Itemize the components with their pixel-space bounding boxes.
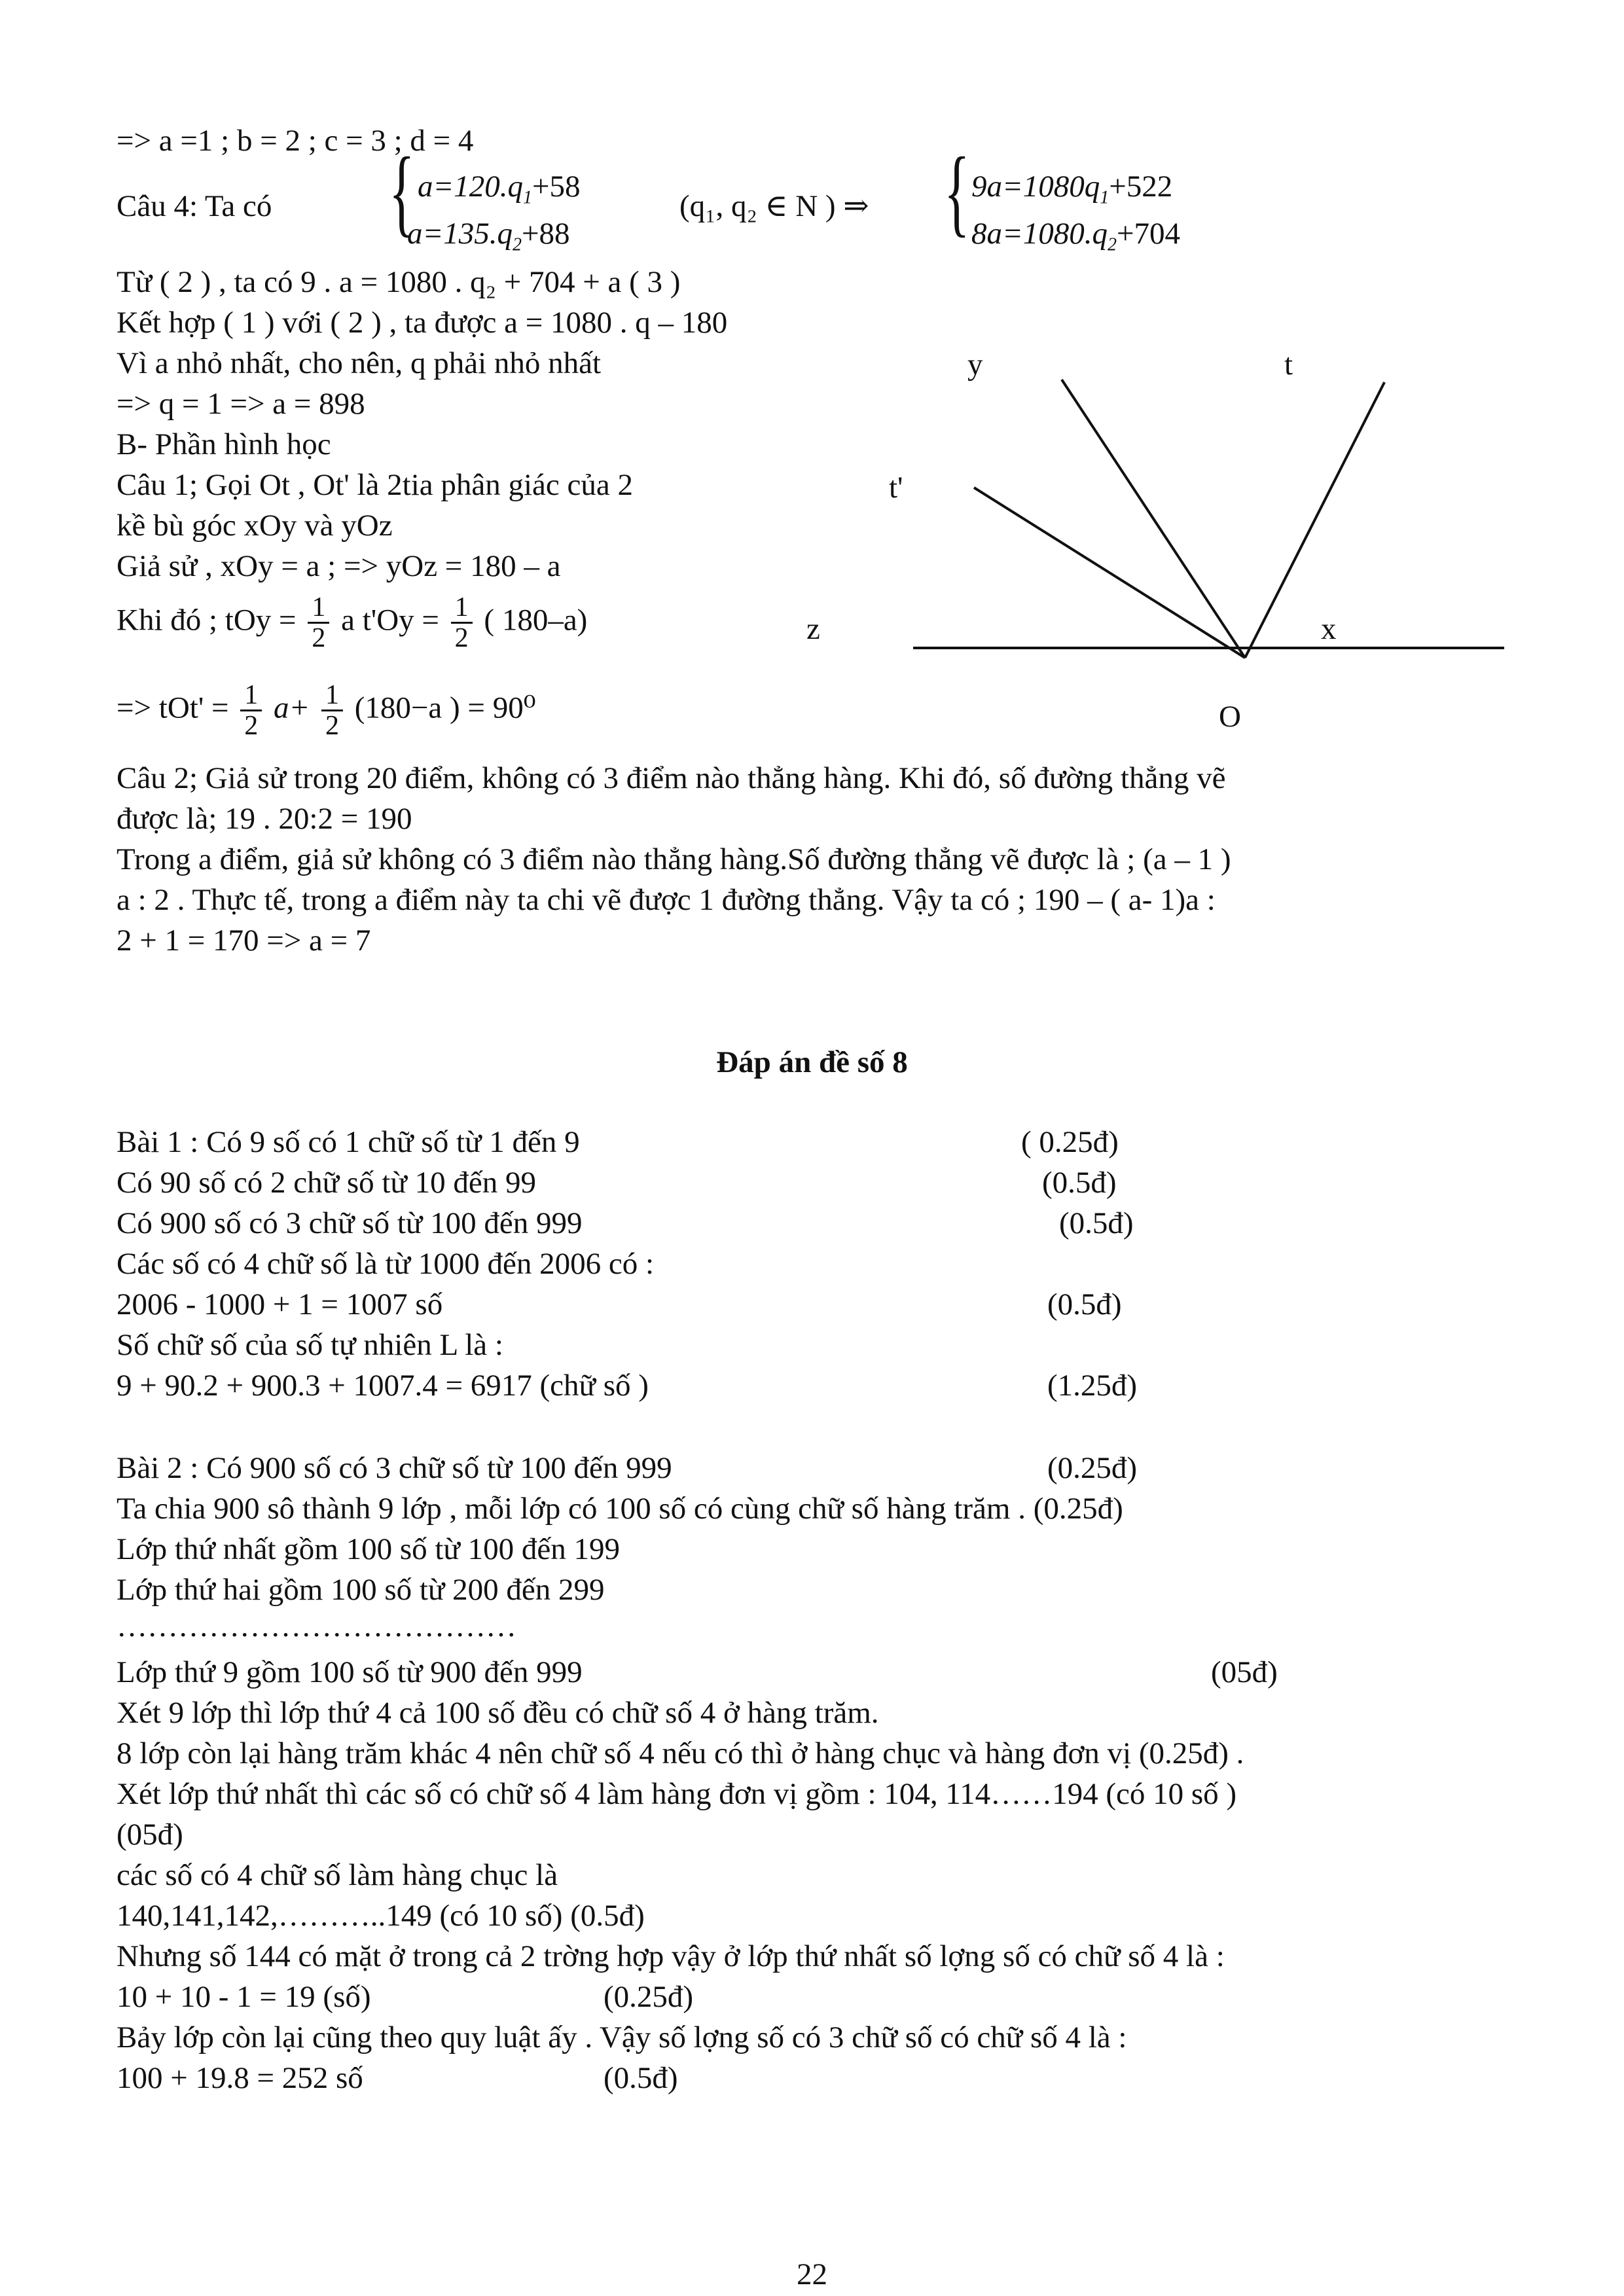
- text-line: Câu 2; Giả sử trong 20 điểm, không có 3 điểm nào thẳng hàng. Khi đó, số đường thẳng vẽ: [117, 761, 1226, 795]
- bai2-row: Nhưng số 144 có mặt ở trong cả 2 trờng hợp vậy ở lớp thứ nhất số lợng số có chữ số 4 là :: [117, 1939, 1225, 1973]
- bai2-row: các số có 4 chữ số làm hàng chục là: [117, 1858, 558, 1892]
- system2-brace: {: [944, 137, 970, 246]
- system2-eq1: $9a=1080q_1+522$: [971, 170, 1173, 208]
- label-o: O: [1219, 700, 1241, 734]
- text-line: Câu 1; Gọi Ot , Ot' là 2tia phân giác của 2: [117, 468, 633, 502]
- half-angle-line: Khi đó ; tOy = $\frac{1}{2}$ a t'Oy = $\frac{1}{2}$ ( 180–a): [117, 592, 588, 654]
- label-z: z: [806, 612, 820, 646]
- page-number: 22: [797, 2257, 827, 2291]
- bai2-row: 8 lớp còn lại hàng trăm khác 4 nên chữ số 4 nếu có thì ở hàng chục và hàng đơn vị (0.25đ) .: [117, 1736, 1244, 1770]
- bai1-row: Có 90 số có 2 chữ số từ 10 đến 99: [117, 1166, 537, 1200]
- cau4-label: Câu 4: Ta có: [117, 189, 272, 223]
- text-line: a : 2 . Thực tế, trong a điểm này ta chi vẽ được 1 đường thẳng. Vậy ta có ; 190 – ( a- 1)a :: [117, 883, 1216, 917]
- score: (05đ): [1211, 1655, 1278, 1689]
- text-line: được là; 19 . 20:2 = 190: [117, 802, 412, 836]
- bai2-row: Xét 9 lớp thì lớp thứ 4 cả 100 số đều có chữ số 4 ở hàng trăm.: [117, 1696, 879, 1730]
- text-line: kề bù góc xOy và yOz: [117, 509, 393, 543]
- text-line: Giả sử , xOy = a ; => yOz = 180 – a: [117, 549, 561, 583]
- bai2-row: Bài 2 : Có 900 số có 3 chữ số từ 100 đến 999: [117, 1451, 672, 1485]
- bai2-row: Ta chia 900 sô thành 9 lớp , mỗi lớp có 100 số có cùng chữ số hàng trăm . (0.25đ): [117, 1492, 1123, 1526]
- system1-eq2: $a=135.q_2+88$: [407, 217, 570, 255]
- score: (1.25đ): [1047, 1369, 1138, 1403]
- text-line: Kết hợp ( 1 ) với ( 2 ) , ta được a = 1080 . q – 180: [117, 306, 728, 340]
- score: (0.5đ): [604, 2061, 678, 2095]
- text-line: Vì a nhỏ nhất, cho nên, q phải nhỏ nhất: [117, 346, 602, 380]
- score: (0.5đ): [1059, 1206, 1134, 1240]
- section-title: Đáp án đề số 8: [716, 1045, 908, 1079]
- bai2-row: Lớp thứ hai gồm 100 số từ 200 đến 299: [117, 1573, 605, 1607]
- bai2-row: Xét lớp thứ nhất thì các số có chữ số 4 làm hàng đơn vị gồm : 104, 114……194 (có 10 số ): [117, 1777, 1237, 1811]
- section-heading: B- Phần hình học: [117, 427, 331, 461]
- line-abcd: => a =1 ; b = 2 ; c = 3 ; d = 4: [117, 124, 474, 158]
- system1-brace: {: [389, 137, 415, 246]
- bai1-row: 2006 - 1000 + 1 = 1007 số: [117, 1287, 443, 1321]
- text-line: => q = 1 => a = 898: [117, 387, 365, 421]
- score: (0.25đ): [604, 1980, 694, 2014]
- fraction-half: $\frac{1}{2}$: [308, 593, 329, 653]
- bai2-row: 10 + 10 - 1 = 19 (số): [117, 1980, 371, 2014]
- score: (0.25đ): [1047, 1451, 1138, 1485]
- bai2-row: Lớp thứ 9 gồm 100 số từ 900 đến 999: [117, 1655, 583, 1689]
- label-x: x: [1321, 612, 1337, 646]
- bai1-row: Có 900 số có 3 chữ số từ 100 đến 999: [117, 1206, 583, 1240]
- bai1-row: Các số có 4 chữ số là từ 1000 đến 2006 có :: [117, 1247, 655, 1281]
- text-line: 2 + 1 = 170 => a = 7: [117, 924, 371, 958]
- condition-q: (q₁, q₂ ∈ N ) ⇒: [679, 189, 869, 223]
- system1-eq1: $a=120.q_1+58$: [418, 170, 581, 208]
- score: (0.5đ): [1047, 1287, 1122, 1321]
- bai2-row: Bảy lớp còn lại cũng theo quy luật ấy . Vậy số lợng số có 3 chữ số có chữ số 4 là :: [117, 2020, 1127, 2054]
- text-line: Từ ( 2 ) , ta có 9 . a = 1080 . q₂ + 704 + a ( 3 ): [117, 265, 681, 299]
- ray-oy: [1062, 380, 1245, 658]
- fraction-half: $\frac{1}{2}$: [240, 681, 262, 740]
- bai1-row: 9 + 90.2 + 900.3 + 1007.4 = 6917 (chữ số ): [117, 1369, 649, 1403]
- ray-ot: [1245, 382, 1384, 658]
- bai1-row: Số chữ số của số tự nhiên L là :: [117, 1328, 503, 1362]
- ray-ot-prime: [974, 488, 1245, 658]
- score: ( 0.25đ): [1021, 1125, 1119, 1159]
- fraction-half: $\frac{1}{2}$: [451, 593, 473, 653]
- fraction-half: $\frac{1}{2}$: [321, 681, 343, 740]
- label-t: t: [1284, 348, 1293, 382]
- bai2-row: Lớp thứ nhất gồm 100 số từ 100 đến 199: [117, 1532, 621, 1566]
- label-y: y: [967, 348, 983, 382]
- system2-eq2: $8a=1080.q_2+704$: [971, 217, 1180, 255]
- label-t-prime: t': [889, 471, 903, 505]
- bai2-row: …………………………………: [117, 1609, 516, 1643]
- bai2-row: (05đ): [117, 1818, 183, 1852]
- bai1-row: Bài 1 : Có 9 số có 1 chữ số từ 1 đến 9: [117, 1125, 580, 1159]
- total-angle-line: => tOt' = $\frac{1}{2}$ a+ $\frac{1}{2}$ (180−a ) = 90⁰: [117, 680, 536, 742]
- bai2-row: 100 + 19.8 = 252 số: [117, 2061, 363, 2095]
- text-line: Trong a điểm, giả sử không có 3 điểm nào thẳng hàng.Số đường thẳng vẽ được là ; (a – 1 ): [117, 842, 1231, 876]
- bai2-row: 140,141,142,………..149 (có 10 số) (0.5đ): [117, 1899, 645, 1933]
- score: (0.5đ): [1042, 1166, 1117, 1200]
